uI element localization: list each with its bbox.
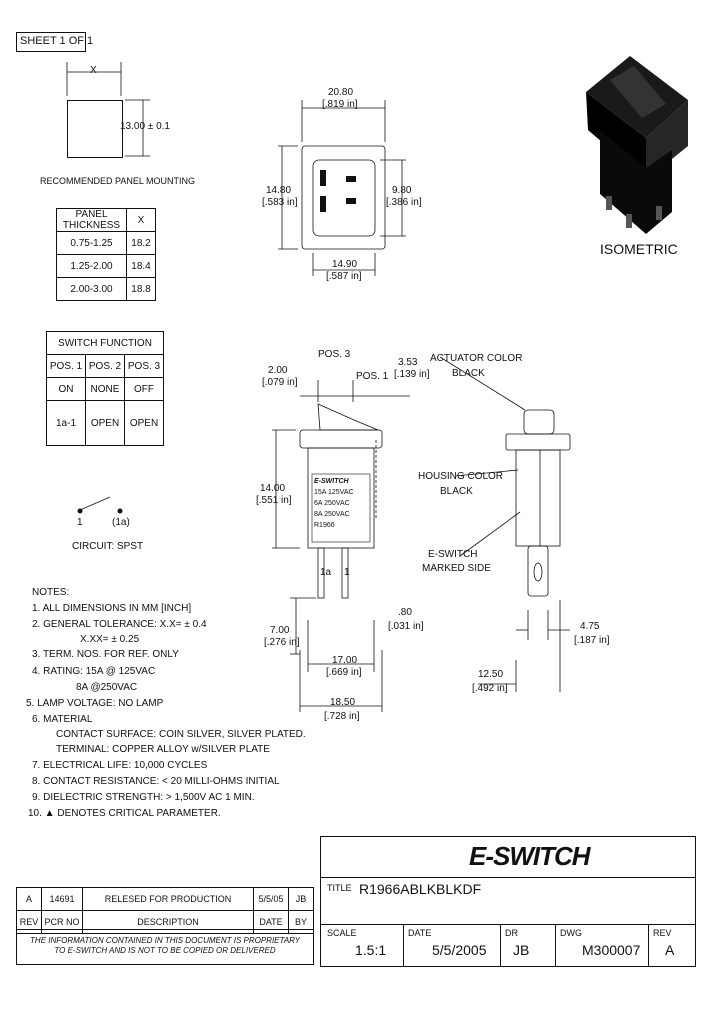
top-inner-h-in: [.386 in] — [386, 197, 422, 208]
front-dim-body-mm: 17.00 — [332, 655, 358, 666]
top-inner-w-mm: 14.90 — [332, 259, 358, 270]
note-item: 1. ALL DIMENSIONS IN MM [INCH] — [32, 603, 192, 614]
top-height-mm: 14.80 — [266, 185, 292, 196]
date-label: DATE — [408, 928, 432, 938]
table-row — [47, 378, 164, 401]
front-dim-b-in: [.139 in] — [394, 369, 430, 380]
note-item: 10. ▲ DENOTES CRITICAL PARAMETER. — [28, 808, 221, 819]
table-cell: 14691 — [42, 888, 83, 911]
table-row — [57, 255, 156, 278]
table-header: POS. 3 — [125, 355, 164, 378]
front-term-1: 1 — [344, 567, 350, 578]
table-cell: 18.4 — [127, 255, 156, 278]
side-dim-term-in: [.187 in] — [574, 635, 610, 646]
table-cell: A — [17, 888, 42, 911]
note-item: CONTACT SURFACE: COIN SILVER, SILVER PLATED. — [56, 729, 306, 740]
panel-x-label: X — [90, 65, 97, 76]
marking-line: R1966 — [314, 522, 335, 529]
table-cell: OFF — [125, 378, 164, 401]
e-switch-logo: E-SWITCH — [469, 841, 590, 871]
side-dim-thk-in: [.031 in] — [388, 621, 424, 632]
top-width-mm: 20.80 — [328, 87, 354, 98]
table-cell: OPEN — [125, 401, 164, 446]
scale-cell — [321, 925, 404, 966]
side-dim-term-mm: 4.75 — [580, 621, 600, 632]
isometric-switch — [586, 56, 688, 234]
scale-label: SCALE — [327, 928, 357, 938]
logo-cell — [321, 837, 695, 878]
marking-line: E-SWITCH — [314, 478, 349, 485]
table-cell: 0.75-1.25 — [57, 232, 127, 255]
front-dim-total-mm: 18.50 — [330, 697, 356, 708]
top-width-in: [.819 in] — [322, 99, 358, 110]
front-pos1: POS. 1 — [356, 371, 389, 382]
table-header-row — [57, 209, 156, 232]
note-item: X.XX= ± 0.25 — [80, 634, 140, 645]
front-dim-h-in: [.551 in] — [256, 495, 292, 506]
front-dim-pin-mm: 7.00 — [270, 625, 290, 636]
circuit-term1: 1 — [77, 517, 83, 528]
isometric-label: ISOMETRIC — [600, 241, 678, 257]
circuit-term2: (1a) — [112, 517, 130, 528]
note-item: 6. MATERIAL — [32, 714, 93, 725]
note-item: 8A @250VAC — [76, 682, 138, 693]
note-item: 5. LAMP VOLTAGE: NO LAMP — [26, 698, 164, 709]
note-item: 9. DIELECTRIC STRENGTH: > 1,500V AC 1 MIN. — [32, 792, 255, 803]
dwg-cell — [556, 925, 649, 966]
marking-line: 15A 125VAC — [314, 489, 354, 496]
front-dim-a-mm: 2.00 — [268, 365, 288, 376]
table-cell: 18.8 — [127, 278, 156, 301]
side-dim-depth-mm: 12.50 — [478, 669, 504, 680]
front-dim-a-in: [.079 in] — [262, 377, 298, 388]
table-header: BY — [289, 911, 314, 934]
actuator-color-label: ACTUATOR COLOR — [430, 353, 523, 364]
disclaimer-line: THE INFORMATION CONTAINED IN THIS DOCUMENT IS PROPRIETARY — [30, 936, 300, 945]
notes-title: NOTES: — [32, 587, 70, 598]
disclaimer — [16, 929, 314, 965]
note-item: TERMINAL: COPPER ALLOY w/SILVER PLATE — [56, 744, 270, 755]
side-dim-depth-in: [.492 in] — [472, 683, 508, 694]
table-cell: JB — [289, 888, 314, 911]
front-dim-body-in: [.669 in] — [326, 667, 362, 678]
title-label: TITLE — [327, 883, 352, 893]
housing-color-value: BLACK — [440, 486, 473, 497]
marking-line: 6A 250VAC — [314, 500, 350, 507]
dwg-value: M300007 — [582, 942, 641, 958]
switch-function-title: SWITCH FUNCTION — [47, 332, 164, 355]
table-header-row — [47, 355, 164, 378]
front-dim-h-mm: 14.00 — [260, 483, 286, 494]
table-header: DESCRIPTION — [83, 911, 254, 934]
note-item: 2. GENERAL TOLERANCE: X.X= ± 0.4 — [32, 619, 207, 630]
table-row — [17, 888, 314, 911]
table-header: POS. 2 — [86, 355, 125, 378]
title-cell — [321, 878, 695, 925]
table-cell: ON — [47, 378, 86, 401]
dr-value: JB — [513, 942, 530, 958]
actuator-color-value: BLACK — [452, 368, 485, 379]
top-height-in: [.583 in] — [262, 197, 298, 208]
rev-cell — [649, 925, 695, 966]
marking-line: 8A 250VAC — [314, 511, 350, 518]
title-block — [320, 836, 696, 967]
table-cell: 2.00-3.00 — [57, 278, 127, 301]
revision-table — [16, 887, 314, 934]
marked-side-label: E-SWITCH — [428, 549, 478, 560]
table-cell: 5/5/05 — [254, 888, 289, 911]
switch-function-table — [46, 331, 164, 446]
note-item: 7. ELECTRICAL LIFE: 10,000 CYCLES — [32, 760, 208, 771]
table-header: PCR NO — [42, 911, 83, 934]
circuit-caption: CIRCUIT: SPST — [72, 541, 144, 552]
front-dim-pin-in: [.276 in] — [264, 637, 300, 648]
table-cell: 18.2 — [127, 232, 156, 255]
table-cell: OPEN — [86, 401, 125, 446]
table-row — [57, 278, 156, 301]
dwg-label: DWG — [560, 928, 582, 938]
note-item: 3. TERM. NOS. FOR REF. ONLY — [32, 649, 179, 660]
table-cell: NONE — [86, 378, 125, 401]
note-item: 8. CONTACT RESISTANCE: < 20 MILLI-OHMS INITIAL — [32, 776, 280, 787]
panel-thickness-table — [56, 208, 156, 301]
top-inner-h-mm: 9.80 — [392, 185, 412, 196]
dr-label: DR — [505, 928, 518, 938]
dr-cell — [501, 925, 556, 966]
front-pos3: POS. 3 — [318, 349, 351, 360]
table-cell: 1a-1 — [47, 401, 86, 446]
sheet-label: SHEET 1 OF 1 — [20, 35, 94, 47]
table-row — [57, 232, 156, 255]
table-header: X — [127, 209, 156, 232]
front-dim-total-in: [.728 in] — [324, 711, 360, 722]
rev-value: A — [665, 942, 675, 958]
panel-caption: RECOMMENDED PANEL MOUNTING — [40, 176, 196, 186]
front-dim-b-mm: 3.53 — [398, 357, 418, 368]
scale-value: 1.5:1 — [355, 942, 387, 958]
top-inner-w-in: [.587 in] — [326, 271, 362, 282]
housing-color-label: HOUSING COLOR — [418, 471, 504, 482]
table-header: PANEL THICKNESS — [57, 209, 127, 232]
panel-height-dim: 13.00 ± 0.1 — [120, 121, 170, 132]
table-header: DATE — [254, 911, 289, 934]
date-value: 5/5/2005 — [432, 942, 487, 958]
date-cell — [404, 925, 501, 966]
front-term-1a: 1a — [320, 567, 332, 578]
front-marking-plate — [314, 476, 354, 531]
title-value: R1966ABLKBLKDF — [359, 881, 482, 897]
table-cell: RELESED FOR PRODUCTION — [83, 888, 254, 911]
note-item: 4. RATING: 15A @ 125VAC — [32, 666, 156, 677]
disclaimer-line: TO E-SWITCH AND IS NOT TO BE COPIED OR DELIVERED — [54, 946, 276, 955]
table-header: POS. 1 — [47, 355, 86, 378]
table-header: REV — [17, 911, 42, 934]
marked-side-value: MARKED SIDE — [422, 563, 491, 574]
table-cell: 1.25-2.00 — [57, 255, 127, 278]
rev-label: REV — [653, 928, 672, 938]
table-row — [47, 401, 164, 446]
side-dim-thk-mm: .80 — [398, 607, 412, 618]
